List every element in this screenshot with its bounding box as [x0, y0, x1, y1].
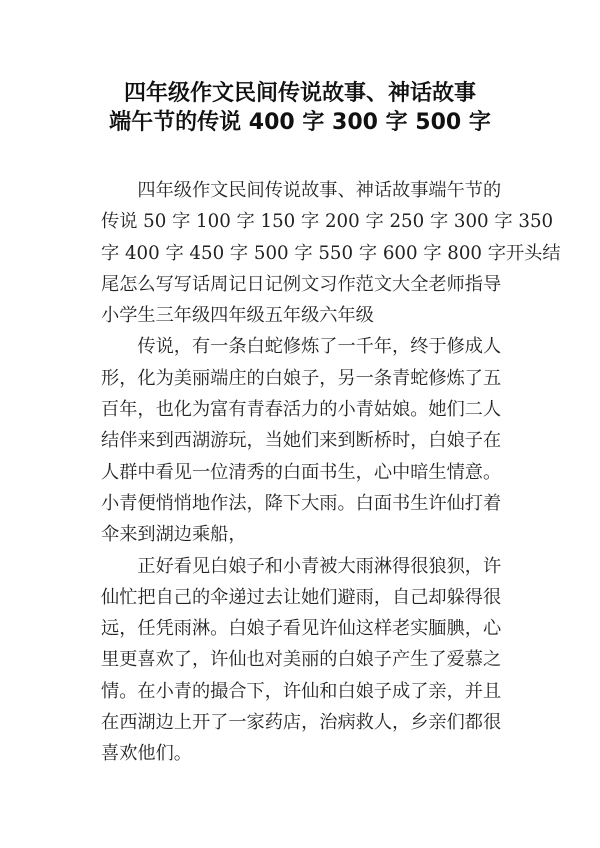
text-line: 仙忙把自己的伞递过去让她们避雨，自己却躲得很: [101, 586, 502, 608]
text-line: 情。在小青的撮合下，许仙和白娘子成了亲，并且: [101, 680, 502, 702]
text-line: 四年级作文民间传说故事、神话故事端午节的: [137, 180, 502, 201]
text-line: 形，化为美丽端庄的白娘子，另一条青蛇修炼了五: [101, 367, 502, 389]
text-line: 传说，有一条白蛇修炼了一千年，终于修成人: [137, 336, 502, 358]
title-line-2: 端午节的传说 400 字 300 字 500 字: [109, 110, 491, 135]
text-line: 尾怎么写写话周记日记例文习作范文大全老师指导: [101, 273, 502, 295]
text-line: 里更喜欢了，许仙也对美丽的白娘子产生了爱慕之: [101, 649, 502, 671]
text-line: 结伴来到西湖游玩，当她们来到断桥时，白娘子在: [101, 430, 502, 452]
paragraph-1: [101, 175, 561, 331]
text-line: 人群中看见一位清秀的白面书生，心中暗生情意。: [101, 461, 502, 483]
text-line: 在西湖边上开了一家药店，治病救人，乡亲们都很: [101, 712, 502, 734]
text-line: 字 400 字 450 字 500 字 550 字 600 字 800 字开头结: [101, 242, 561, 264]
document-body: [101, 175, 561, 770]
paragraph-3: [101, 551, 501, 770]
text-line: 小学生三年级四年级五年级六年级: [101, 305, 374, 327]
title-line-1: 四年级作文民间传说故事、神话故事: [123, 81, 476, 106]
text-line: 喜欢他们。: [101, 743, 192, 765]
paragraph-2: [101, 331, 501, 550]
text-line: 小青便悄悄地作法，降下大雨。白面书生许仙打着: [101, 492, 502, 514]
text-line: 伞来到湖边乘船，: [101, 524, 247, 546]
text-line: 正好看见白娘子和小青被大雨淋得很狼狈，许: [137, 555, 502, 577]
text-line: 百年，也化为富有青春活力的小青姑娘。她们二人: [101, 399, 502, 421]
text-line: 传说 50 字 100 字 150 字 200 字 250 字 300 字 350: [101, 211, 554, 233]
text-line: 远，任凭雨淋。白娘子看见许仙这样老实腼腆，心: [101, 618, 502, 640]
document-title: [0, 79, 600, 137]
